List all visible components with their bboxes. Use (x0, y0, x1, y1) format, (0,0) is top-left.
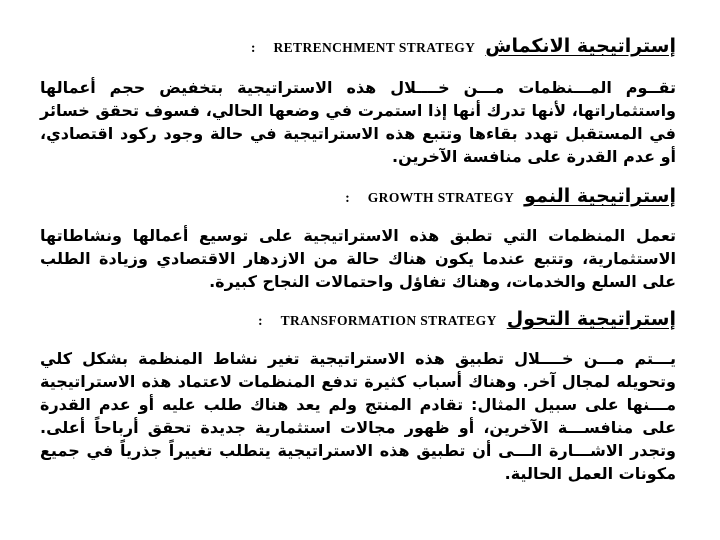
section-heading (40, 184, 676, 208)
heading-arabic: إستراتيجية التحول (506, 308, 676, 330)
section-paragraph: تعمل المنظمات التي تطبق هذه الاستراتيجية على توسيع أعمالها ونشاطاتها الاستثمارية، وتتبع عندما يكون هناك حالة من الازدهار الاقتصادي وزيادة الطلب على السلع والخدمات، وهناك تفاؤل واحتمالات النجاح كبيرة. (40, 226, 676, 291)
section-retrenchment (40, 34, 676, 168)
heading-english: RETRENCHMENT STRATEGY (273, 40, 476, 55)
heading-arabic: إستراتيجية الانكماش (485, 35, 676, 57)
section-paragraph: يـــتم مـــن خــــلال تطبيق هذه الاستراتيجية تغير نشاط المنظمة بشكل كلي وتحويله لمجال آخر. وهناك أسباب كثيرة تدفع المنظمات لاعتماد هذه الاستراتيجية مـــنها على سبيل المثال: تقادم المنتج ولم يعد هناك طلب عليه أو عدم القدرة على منافســـة الآخرين، أو ظهور مجالات استثمارية جديدة تحقق أرباحاً أعلى. وتجدر الاشـــارة الـــى أن تطبيق هذه الاستراتيجية يتطلب تغييراً جذرياً في جميع مكونات العمل الحالية. (40, 349, 676, 483)
heading-arabic: إستراتيجية النمو (524, 185, 676, 207)
section-growth (40, 184, 676, 293)
heading-english: GROWTH STRATEGY (367, 190, 515, 205)
section-heading (40, 34, 676, 58)
section-paragraph: تقــوم المـــنظمات مـــن خــــلال هذه الاستراتيجية بتخفيض حجم أعمالها واستثماراتها، لأنها تدرك أنها إذا استمرت في وضعها الحالي، فسوف تحقق خسائر في المستقبل تهدد بقاءها وتتبع هذه الاستراتيجية في حالة وجود ركود اقتصادي، أو عدم القدرة على منافسة الآخرين. (40, 78, 676, 166)
heading-colon: : (257, 314, 263, 329)
heading-colon: : (250, 41, 256, 56)
heading-colon: : (345, 191, 350, 206)
section-transformation (40, 307, 676, 485)
section-heading (40, 307, 676, 331)
heading-english: TRANSFORMATION STRATEGY (280, 313, 497, 328)
